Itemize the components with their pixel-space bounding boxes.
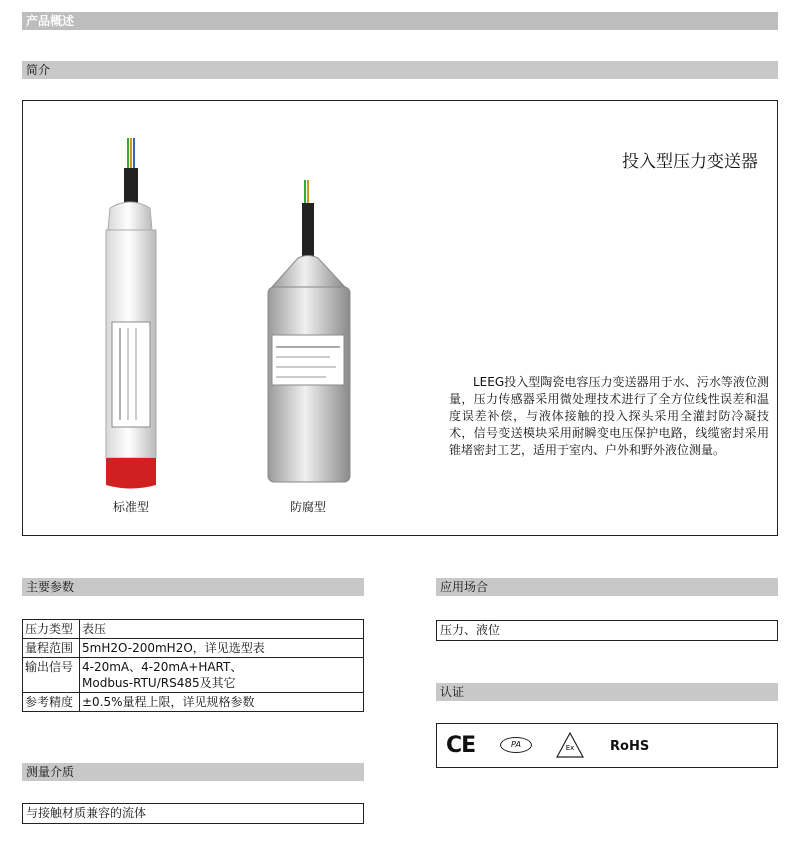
ce-mark-icon: CE [446, 733, 476, 758]
pa-mark-icon: PA [500, 737, 532, 753]
application-box: 压力、液位 [436, 620, 778, 641]
product-description: LEEG投入型陶瓷电容压力变送器用于水、污水等液位测量，压力传感器采用微处理技术进行了全方位线性误差和温度误差补偿，与液体接触的投入探头采用全灌封防冷凝技术，信号变送模块采用耐瞬变电压保护电路，线缆密封采用锥堵密封工艺，适用于室内、户外和野外液位测量。 [449, 375, 769, 457]
table-row [23, 639, 364, 658]
section-header-overview [22, 12, 778, 30]
section-header-main-params [22, 578, 364, 596]
application-label: 应用场合 [440, 580, 489, 594]
param-key: 量程范围 [23, 639, 80, 658]
param-key: 参考精度 [23, 693, 80, 712]
table-row [23, 658, 364, 693]
param-value: 表压 [80, 620, 364, 639]
standard-transmitter-image [90, 130, 170, 500]
rohs-mark-icon: RoHS [610, 739, 650, 754]
certification-box [436, 723, 778, 768]
section-header-certification [436, 683, 778, 701]
section-header-intro [22, 61, 778, 79]
caption-standard: 标准型 [113, 500, 150, 514]
table-row [23, 693, 364, 712]
overview-label: 产品概述 [26, 14, 75, 28]
param-value: ±0.5%量程上限，详见规格参数 [80, 693, 364, 712]
section-header-application [436, 578, 778, 596]
intro-label: 简介 [26, 63, 51, 77]
table-row [23, 620, 364, 639]
param-key: 输出信号 [23, 658, 80, 693]
medium-box: 与接触材质兼容的流体 [22, 803, 364, 824]
param-key: 压力类型 [23, 620, 80, 639]
product-title: 投入型压力变送器 [622, 152, 758, 172]
section-header-medium [22, 763, 364, 781]
certification-label: 认证 [440, 685, 465, 699]
anticorrosion-transmitter-image [260, 175, 360, 495]
caption-anticorrosion: 防腐型 [290, 500, 327, 514]
param-value: 4-20mA、4-20mA+HART、 Modbus-RTU/RS485及其它 [80, 658, 364, 693]
ex-mark-text: Ex [565, 744, 575, 752]
ex-mark-icon [555, 731, 585, 759]
medium-label: 测量介质 [26, 765, 75, 779]
main-params-label: 主要参数 [26, 580, 75, 594]
param-value: 5mH2O-200mH2O，详见选型表 [80, 639, 364, 658]
params-table [22, 619, 364, 712]
